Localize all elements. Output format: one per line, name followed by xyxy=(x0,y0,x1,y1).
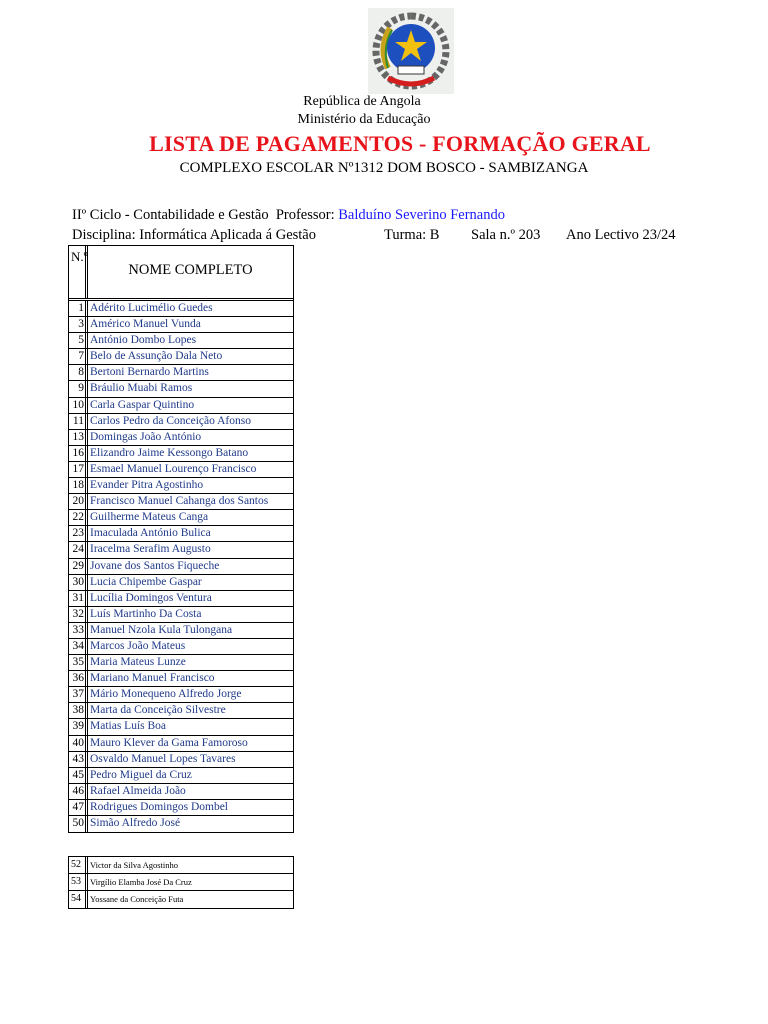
row-number: 50 xyxy=(69,816,88,832)
row-number: 54 xyxy=(69,891,88,908)
student-name: António Dombo Lopes xyxy=(90,334,197,347)
table-row xyxy=(69,857,293,874)
table-body xyxy=(69,301,293,832)
student-name: Carlos Pedro da Conceição Afonso xyxy=(90,414,251,427)
table-row xyxy=(69,891,293,908)
row-number: 24 xyxy=(69,542,88,557)
student-name: Osvaldo Manuel Lopes Tavares xyxy=(90,752,236,765)
row-number: 40 xyxy=(69,736,88,751)
row-number: 22 xyxy=(69,510,88,525)
student-name: Pedro Miguel da Cruz xyxy=(90,768,192,781)
row-number: 45 xyxy=(69,768,88,783)
row-number: 9 xyxy=(69,381,88,396)
table-row xyxy=(69,414,293,430)
student-name: Maria Mateus Lunze xyxy=(90,656,186,669)
extra-students-table xyxy=(68,856,294,909)
student-name: Lucília Domingos Ventura xyxy=(90,591,212,604)
professor-name: Balduíno Severino Fernando xyxy=(338,207,505,223)
student-name: Iracelma Serafim Augusto xyxy=(90,543,211,556)
table-row xyxy=(69,639,293,655)
table-row xyxy=(69,526,293,542)
student-name: Imaculada António Bulica xyxy=(90,527,211,540)
row-number: 11 xyxy=(69,414,88,429)
sala-text: Sala n.º 203 xyxy=(471,227,541,243)
table-row xyxy=(69,365,293,381)
student-name: Francisco Manuel Cahanga dos Santos xyxy=(90,495,269,508)
row-number: 10 xyxy=(69,398,88,413)
row-number: 32 xyxy=(69,607,88,622)
table-row xyxy=(69,623,293,639)
discipline-text: Disciplina: Informática Aplicada á Gestão xyxy=(72,227,316,243)
student-name: Carla Gaspar Quintino xyxy=(90,398,195,411)
table-row xyxy=(69,800,293,816)
student-name: Domingas João António xyxy=(90,430,202,443)
student-name: Simão Alfredo José xyxy=(90,817,181,829)
angola-emblem xyxy=(368,8,454,94)
table-row xyxy=(69,591,293,607)
student-name: Mauro Klever da Gama Famoroso xyxy=(90,736,248,749)
row-number: 39 xyxy=(69,719,88,734)
ministry-heading: Ministério da Educação xyxy=(297,112,431,127)
student-name: Américo Manuel Vunda xyxy=(90,318,201,331)
student-name: Yossane da Conceição Futa xyxy=(90,894,184,904)
student-name: Mariano Manuel Francisco xyxy=(90,672,215,685)
table-row xyxy=(69,510,293,526)
student-name: Virgílio Elamba José Da Cruz xyxy=(90,877,192,887)
table-header xyxy=(69,246,293,301)
row-number: 23 xyxy=(69,526,88,541)
student-name: Victor da Silva Agostinho xyxy=(90,860,179,870)
table-row xyxy=(69,317,293,333)
table-row xyxy=(69,398,293,414)
student-name: Guilherme Mateus Canga xyxy=(90,511,209,524)
student-name: Manuel Nzola Kula Tulongana xyxy=(90,623,233,636)
table-row xyxy=(69,703,293,719)
table-row xyxy=(69,784,293,800)
table-row xyxy=(69,874,293,891)
table-row xyxy=(69,446,293,462)
student-name: Bertoni Bernardo Martins xyxy=(90,366,209,379)
table-row xyxy=(69,559,293,575)
row-number: 8 xyxy=(69,365,88,380)
student-name: Matias Luís Boa xyxy=(90,720,167,733)
turma-text: Turma: B xyxy=(384,227,440,243)
table-row xyxy=(69,430,293,446)
table-row xyxy=(69,575,293,591)
document-title: LISTA DE PAGAMENTOS - FORMAÇÃO GERAL xyxy=(149,131,651,156)
student-name: Rodrigues Domingos Dombel xyxy=(90,800,228,813)
table-row xyxy=(69,671,293,687)
row-number: 52 xyxy=(69,857,88,873)
row-number: 47 xyxy=(69,800,88,815)
table-row xyxy=(69,333,293,349)
row-number: 13 xyxy=(69,430,88,445)
student-name: Marta da Conceição Silvestre xyxy=(90,704,226,717)
row-number: 43 xyxy=(69,752,88,767)
row-number: 34 xyxy=(69,639,88,654)
column-name-header: NOME COMPLETO xyxy=(128,262,253,278)
student-name: Bráulio Muabi Ramos xyxy=(90,382,193,395)
row-number: 33 xyxy=(69,623,88,638)
table-row xyxy=(69,687,293,703)
student-name: Jovane dos Santos Fiqueche xyxy=(90,559,220,572)
table-row xyxy=(69,542,293,558)
student-name: Lucia Chipembe Gaspar xyxy=(90,575,202,588)
student-name: Adérito Lucimélio Guedes xyxy=(90,302,213,314)
column-number-header: N.º xyxy=(69,246,88,298)
student-name: Mário Monequeno Alfredo Jorge xyxy=(90,688,242,701)
school-year-text: Ano Lectivo 23/24 xyxy=(566,227,676,243)
students-table xyxy=(68,245,294,833)
table-row xyxy=(69,478,293,494)
row-number: 53 xyxy=(69,874,88,890)
cycle-professor-line xyxy=(72,207,505,224)
discipline-line xyxy=(72,227,676,244)
extra-table-body xyxy=(69,857,293,908)
table-row xyxy=(69,655,293,671)
student-name: Marcos João Mateus xyxy=(90,639,186,652)
student-name: Elizandro Jaime Kessongo Batano xyxy=(90,446,249,459)
cycle-text: IIº Ciclo - Contabilidade e Gestão xyxy=(72,207,269,223)
row-number: 5 xyxy=(69,333,88,348)
table-row xyxy=(69,381,293,397)
row-number: 35 xyxy=(69,655,88,670)
row-number: 46 xyxy=(69,784,88,799)
row-number: 16 xyxy=(69,446,88,461)
row-number: 37 xyxy=(69,687,88,702)
table-row xyxy=(69,494,293,510)
row-number: 1 xyxy=(69,301,88,316)
row-number: 31 xyxy=(69,591,88,606)
republic-heading: República de Angola xyxy=(303,94,421,109)
school-name: COMPLEXO ESCOLAR Nº1312 DOM BOSCO - SAMBIZANGA xyxy=(179,160,589,176)
student-name: Esmael Manuel Lourenço Francisco xyxy=(90,462,257,475)
row-number: 38 xyxy=(69,703,88,718)
table-row xyxy=(69,816,293,832)
row-number: 30 xyxy=(69,575,88,590)
table-row xyxy=(69,719,293,735)
student-name: Belo de Assunção Dala Neto xyxy=(90,350,223,363)
row-number: 29 xyxy=(69,559,88,574)
row-number: 20 xyxy=(69,494,88,509)
row-number: 18 xyxy=(69,478,88,493)
student-name: Luís Martinho Da Costa xyxy=(90,607,202,620)
student-name: Evander Pitra Agostinho xyxy=(90,479,204,492)
row-number: 7 xyxy=(69,349,88,364)
table-row xyxy=(69,752,293,768)
table-row xyxy=(69,768,293,784)
table-row xyxy=(69,462,293,478)
table-row xyxy=(69,736,293,752)
student-name: Rafael Almeida João xyxy=(90,784,186,797)
table-row xyxy=(69,607,293,623)
table-row xyxy=(69,301,293,317)
table-row xyxy=(69,349,293,365)
row-number: 36 xyxy=(69,671,88,686)
row-number: 3 xyxy=(69,317,88,332)
row-number: 17 xyxy=(69,462,88,477)
professor-label: Professor: xyxy=(275,207,335,223)
